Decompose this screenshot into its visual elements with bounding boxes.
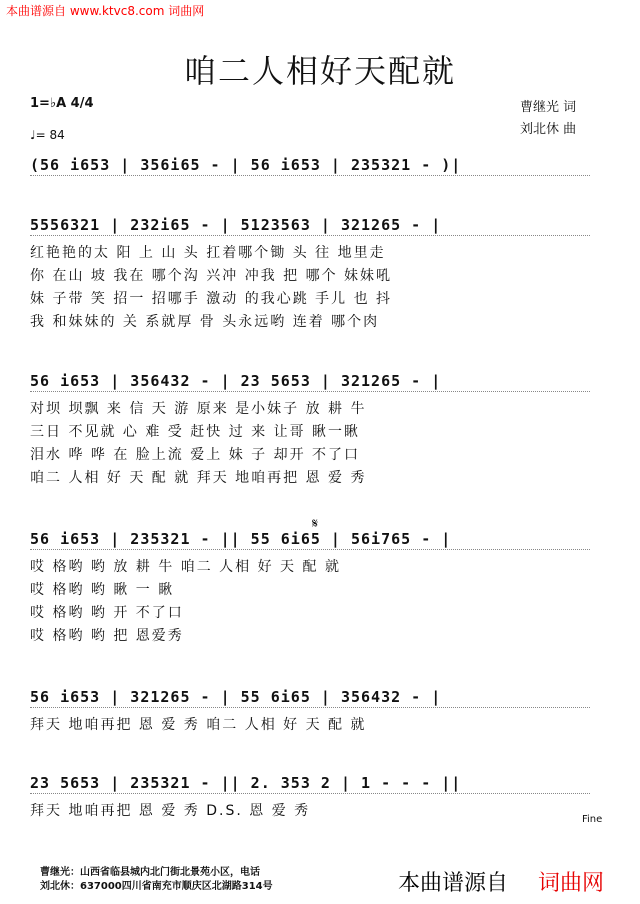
- footer-line-2: 刘北休：637000四川省南充市顺庆区北湖路314号: [40, 881, 273, 892]
- notation-row: 56 i653 | 321265 - | 55 6i65 | 356432 - |: [30, 688, 442, 706]
- footer-brand: 本曲谱源自: [398, 871, 509, 896]
- lyric-line: 拜天 地咱再把 恩 爱 秀 咱二 人相 好 天 配 就: [30, 717, 367, 733]
- footer-brand-red: 词曲网: [538, 871, 605, 896]
- beam-line: [30, 391, 590, 392]
- notation-row: 56 i653 | 356432 - | 23 5653 | 321265 - |: [30, 372, 442, 390]
- watermark-text: 本曲谱源自 www.ktvc8.com 词曲网: [6, 4, 205, 18]
- notation-row: (56 i653 | 356i65 - | 56 i653 | 235321 - )|: [30, 156, 462, 174]
- lyric-line: 拜天 地咱再把 恩 爱 秀 D.S. 恩 爱 秀: [30, 803, 311, 819]
- lyricist-credit: 曹继光 词: [520, 100, 577, 115]
- lyric-line: 哎 格哟 哟 把 恩爱秀: [30, 628, 184, 644]
- beam-line: [30, 175, 590, 176]
- composer-credit: 刘北休 曲: [520, 122, 577, 137]
- footer-note: [40, 866, 273, 894]
- beam-line: [30, 707, 590, 708]
- notation-row: 5556321 | 232i65 - | 5123563 | 321265 - |: [30, 216, 442, 234]
- beam-line: [30, 235, 590, 236]
- key-signature: 1=♭A 4/4: [30, 96, 94, 111]
- lyric-line: 对坝 坝飘 来 信 天 游 原来 是小妹子 放 耕 牛: [30, 401, 367, 417]
- lyric-line: 哎 格哟 哟 开 不了口: [30, 605, 184, 621]
- lyric-line: 三日 不见就 心 难 受 赶快 过 来 让哥 瞅一瞅: [30, 424, 361, 440]
- lyric-line: 咱二 人相 好 天 配 就 拜天 地咱再把 恩 爱 秀: [30, 470, 367, 486]
- segno-sign: 𝄋: [312, 516, 319, 532]
- fine-mark: Fine: [582, 814, 603, 825]
- notation-row: 56 i653 | 235321 - || 55 6i65 | 56i765 - |: [30, 530, 452, 548]
- lyric-line: 你 在山 坡 我在 哪个沟 兴冲 冲我 把 哪个 妹妹吼: [30, 268, 393, 284]
- page-title: 咱二人相好天配就: [183, 52, 456, 90]
- lyric-line: 泪水 哗 哗 在 脸上流 爱上 妹 子 却开 不了口: [30, 447, 361, 463]
- notation-row: 23 5653 | 235321 - || 2. 353 2 | 1 - - - ||: [30, 774, 462, 792]
- lyric-line: 哎 格哟 哟 放 耕 牛 咱二 人相 好 天 配 就: [30, 559, 341, 575]
- lyric-line: 妹 子带 笑 招一 招哪手 激动 的我心跳 手儿 也 抖: [30, 291, 393, 307]
- beam-line: [30, 793, 590, 794]
- lyric-line: 红艳艳的太 阳 上 山 头 扛着哪个锄 头 往 地里走: [30, 245, 386, 261]
- lyric-line: 哎 格哟 哟 瞅 一 瞅: [30, 582, 175, 598]
- beam-line: [30, 549, 590, 550]
- tempo-marking: ♩= 84: [30, 128, 65, 142]
- lyric-line: 我 和妹妹的 关 系就厚 骨 头永远哟 连着 哪个肉: [30, 314, 380, 330]
- footer-line-1: 曹继光：山西省临县城内北门街北景苑小区，电话: [40, 867, 260, 878]
